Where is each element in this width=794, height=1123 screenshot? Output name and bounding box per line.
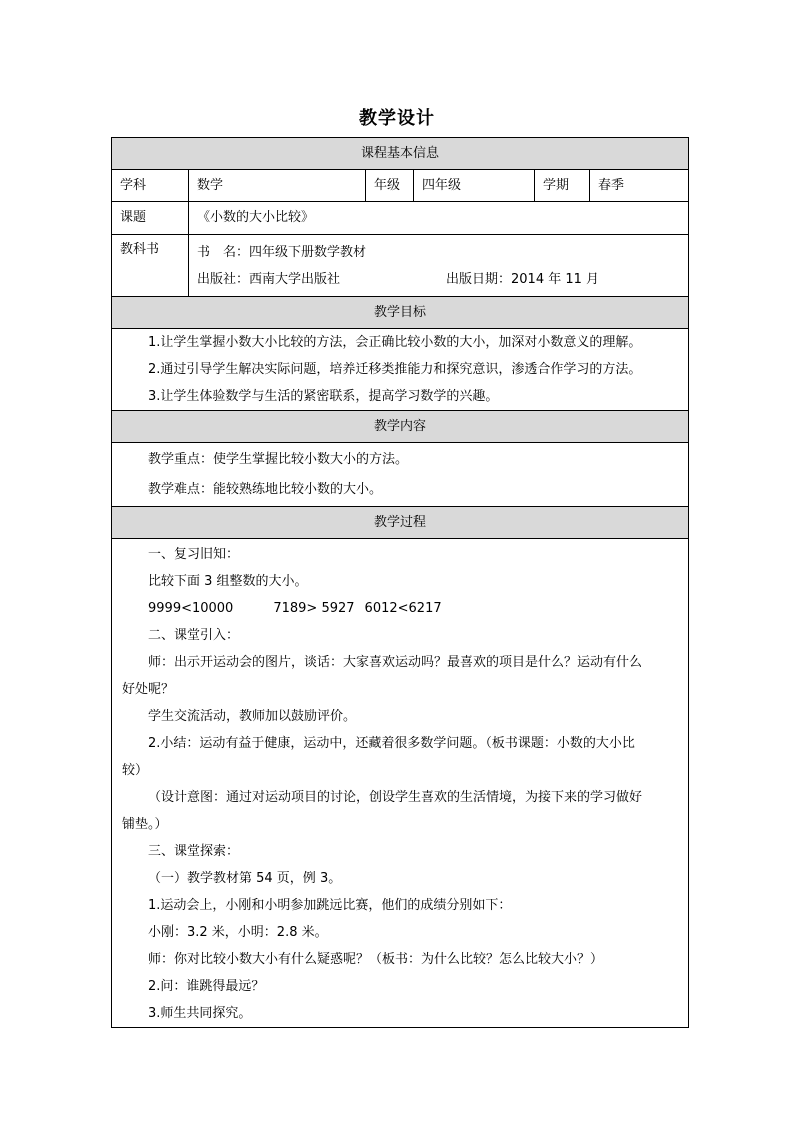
subject-row [112,170,689,202]
difficult-point: 教学难点：能较熟练地比较小数的大小。 [148,481,383,497]
comparison-3: 6012<6217 [364,601,442,616]
key-point: 教学重点：使学生掌握比较小数大小的方法。 [148,451,409,467]
term-label: 学期 [535,170,590,202]
book-name: 书 名：四年级下册数学教材 [197,244,367,260]
topic-value: 《小数的大小比较》 [189,202,689,235]
objectives-header: 教学目标 [112,297,689,329]
process-line: 1.运动会上，小刚和小明参加跳远比赛，他们的成绩分别如下： [148,898,512,913]
process-line: 一、复习旧知： [148,547,240,562]
topic-label: 课题 [112,202,189,235]
comparison-1: 9999<10000 [148,601,234,616]
objective-item: 3.让学生体验数学与生活的紧密联系，提高学习数学的兴趣。 [148,389,499,404]
lesson-plan-table [111,137,689,1028]
process-line: 比较下面 3 组整数的大小。 [148,574,308,589]
publisher-line [197,266,680,293]
topic-row [112,202,689,235]
content-row [112,443,689,507]
subject-label: 学科 [112,170,189,202]
textbook-row [112,235,689,297]
grade-label: 年级 [366,170,414,202]
basic-info-header-row [112,138,689,170]
objective-item: 2.通过引导学生解决实际问题，培养迁移类推能力和探究意识，渗透合作学习的方法。 [148,362,642,377]
process-line: 好处呢？ [122,682,175,697]
process-line: 小刚：3.2 米，小明：2.8 米。 [148,925,328,940]
content-header-row [112,411,689,443]
integer-comparisons [122,595,678,622]
basic-info-header: 课程基本信息 [112,138,689,170]
process-line: 二、课堂引入： [148,628,240,643]
term-value: 春季 [590,170,689,202]
process-header: 教学过程 [112,507,689,539]
process-line: （设计意图：通过对运动项目的讨论，创设学生喜欢的生活情境，为接下来的学习做好 [148,790,643,805]
objectives-row [112,329,689,411]
process-line: 2.小结：运动有益于健康，运动中，还藏着很多数学问题。（板书课题：小数的大小比 [148,736,635,751]
subject-value: 数学 [189,170,366,202]
process-header-row [112,507,689,539]
process-line: 师：出示开运动会的图片，谈话：大家喜欢运动吗？最喜欢的项目是什么？运动有什么 [148,655,643,670]
process-line: 较） [122,763,149,778]
process-line: （一）教学教材第 54 页，例 3。 [148,871,342,886]
publication-date: 出版日期：2014 年 11 月 [446,271,600,287]
process-line: 铺垫。） [122,817,168,832]
process-line: 3.师生共同探究。 [148,1006,252,1021]
objective-item: 1.让学生掌握小数大小比较的方法，会正确比较小数的大小，加深对小数意义的理解。 [148,335,642,350]
comparison-2: 7189> 5927 [273,601,355,616]
process-line: 学生交流活动，教师加以鼓励评价。 [148,709,357,724]
content-header: 教学内容 [112,411,689,443]
objectives-header-row [112,297,689,329]
page-title: 教学设计 [359,108,435,129]
textbook-label: 教科书 [112,235,189,297]
grade-value: 四年级 [414,170,535,202]
process-line: 三、课堂探索： [148,844,240,859]
process-row [112,539,689,1028]
publisher: 出版社：西南大学出版社 [197,271,341,287]
process-line: 2.问：谁跳得最远？ [148,979,265,994]
process-line: 师：你对比较小数大小有什么疑惑呢？（板书：为什么比较？怎么比较大小？） [148,952,604,967]
